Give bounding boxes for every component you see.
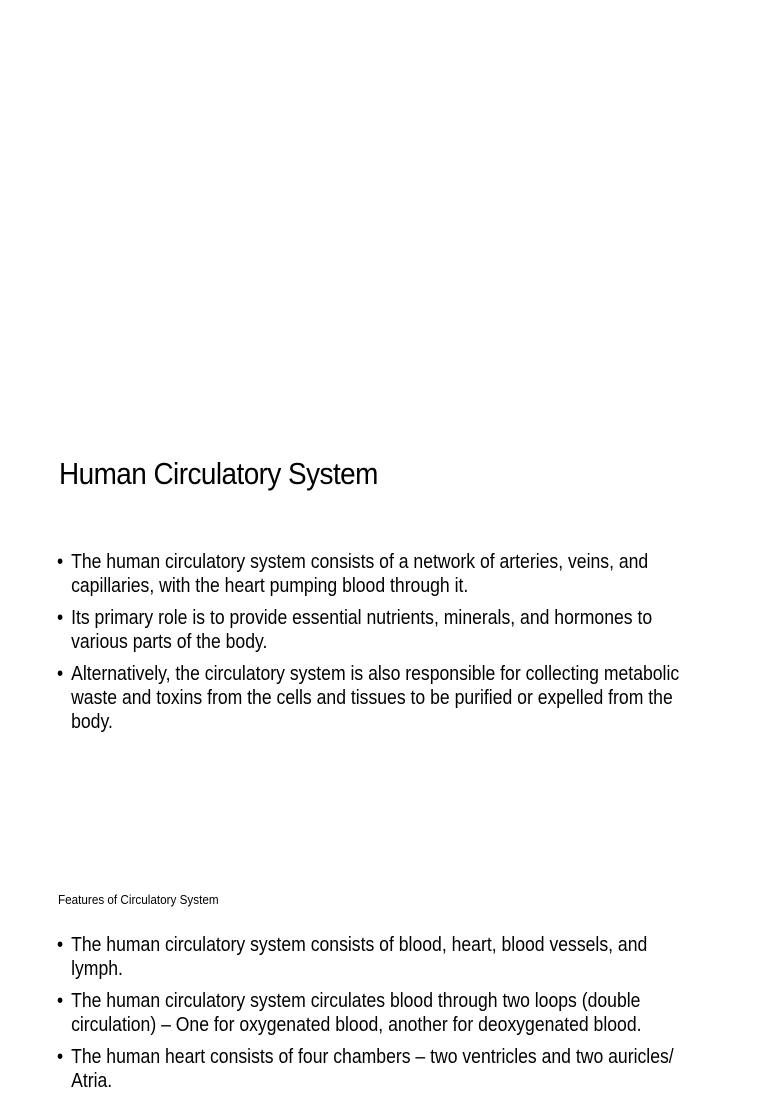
features-heading: Features of Circulatory System <box>58 892 219 907</box>
features-bullet-item <box>57 933 691 981</box>
features-bullet-text: The human heart consists of four chambers – two ventricles and two auricles/ Atria. <box>71 1046 674 1092</box>
intro-bullet-text: The human circulatory system consists of a network of arteries, veins, and capillaries, with the heart pumping blood through it. <box>71 551 649 597</box>
intro-bullet-text: Its primary role is to provide essential nutrients, minerals, and hormones to various parts of the body. <box>71 607 653 653</box>
intro-bullet-item <box>57 606 691 654</box>
features-bullet-item <box>57 1045 691 1093</box>
intro-bullet-list <box>57 550 691 742</box>
features-bullet-list <box>57 933 691 1101</box>
bullet-dot: • <box>57 934 64 956</box>
intro-bullet-item <box>57 662 691 734</box>
features-bullet-text: The human circulatory system circulates blood through two loops (double circulation) – One for oxygenated blood, another for deoxygenated blood. <box>71 990 642 1036</box>
bullet-dot: • <box>57 663 64 685</box>
features-bullet-item <box>57 989 691 1037</box>
intro-bullet-text: Alternatively, the circulatory system is also responsible for collecting metabolic waste and toxins from the cells and tissues to be purified or expelled from the body. <box>71 663 680 733</box>
bullet-dot: • <box>57 990 64 1012</box>
bullet-dot: • <box>57 1046 64 1068</box>
bullet-dot: • <box>57 551 64 573</box>
intro-bullet-item <box>57 550 691 598</box>
features-bullet-text: The human circulatory system consists of blood, heart, blood vessels, and lymph. <box>71 934 648 980</box>
bullet-dot: • <box>57 607 64 629</box>
page-title: Human Circulatory System <box>59 456 378 491</box>
